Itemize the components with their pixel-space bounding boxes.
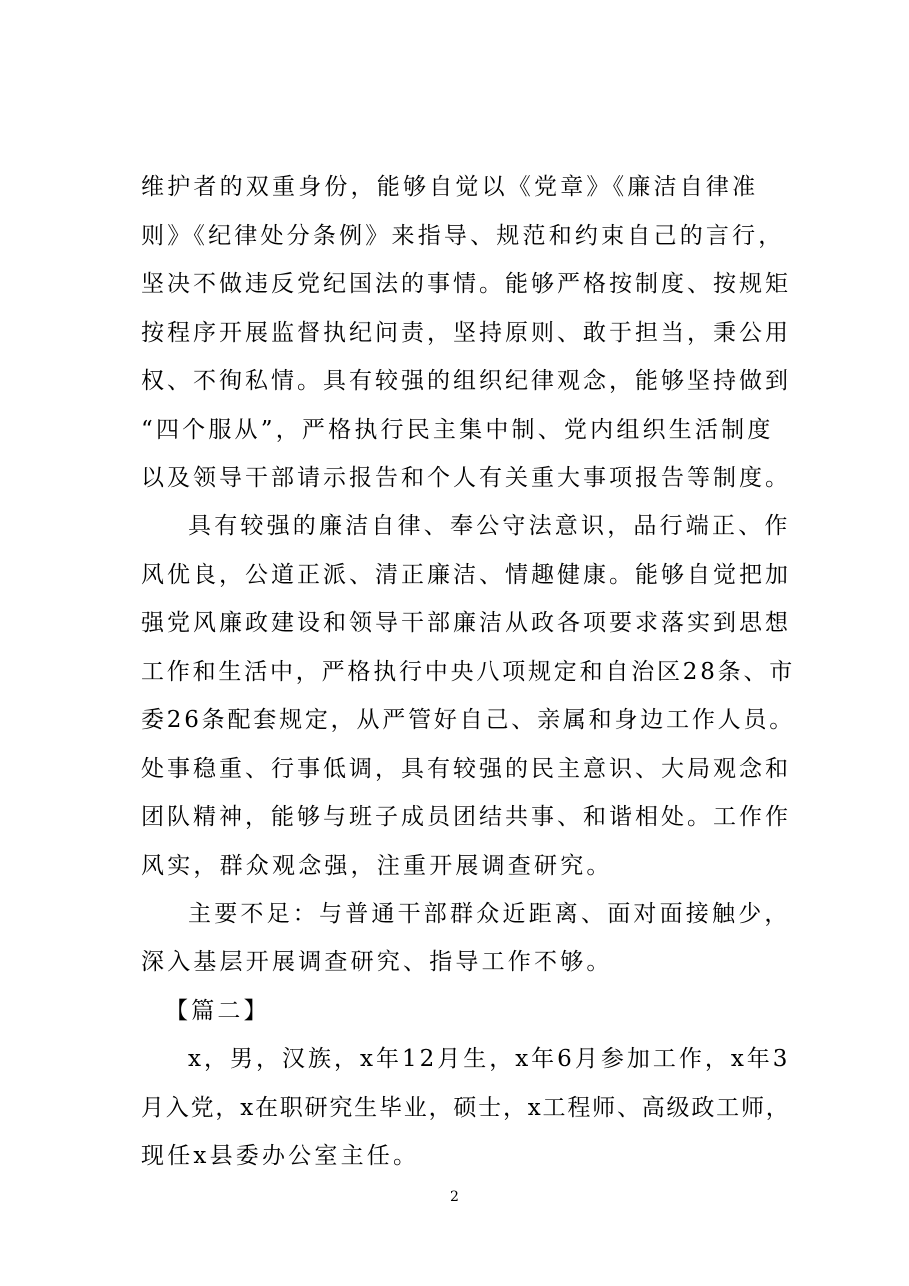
text-line: 深入基层开展调查研究、指导工作不够。 [141, 949, 613, 975]
text-line: “四个服从”，严格执行民主集中制、党内组织生活制度 [141, 417, 774, 443]
text-line: 维护者的双重身份，能够自觉以《党章》《廉洁自律准 [141, 174, 759, 200]
text-line: 工作和生活中，严格执行中央八项规定和自治区28条、市 [141, 659, 796, 685]
paragraph-first-line: 主要不足：与普通干部群众近距离、面对面接触少， [188, 901, 791, 927]
text-line: 强党风廉政建设和领导干部廉洁从政各项要求落实到思想 [141, 610, 791, 636]
page-number: 2 [450, 1189, 459, 1205]
text-line: 风实，群众观念强，注重开展调查研究。 [141, 853, 613, 879]
text-line: 权、不徇私情。具有较强的组织纪律观念，能够坚持做到 [141, 368, 791, 394]
section-heading: 【篇二】 [165, 998, 270, 1024]
text-line: 委26条配套规定，从严管好自己、亲属和身边工作人员。 [141, 707, 796, 733]
paragraph-first-line: x，男，汉族，x年12月生，x年6月参加工作，x年3 [188, 1046, 791, 1072]
text-line: 风优良，公道正派、清正廉洁、情趣健康。能够自觉把加 [141, 562, 791, 588]
text-line: 以及领导干部请示报告和个人有关重大事项报告等制度。 [141, 465, 791, 491]
text-line: 坚决不做违反党纪国法的事情。能够严格按制度、按规矩 [141, 271, 791, 297]
text-line: 现任x县委办公室主任。 [141, 1143, 420, 1169]
text-line: 月入党，x在职研究生毕业，硕士，x工程师、高级政工师， [141, 1095, 791, 1121]
text-line: 按程序开展监督执纪问责，坚持原则、敢于担当，秉公用 [141, 320, 791, 346]
text-line: 团队精神，能够与班子成员团结共事、和谐相处。工作作 [141, 804, 791, 830]
text-line: 处事稳重、行事低调，具有较强的民主意识、大局观念和 [141, 756, 791, 782]
text-line: 则》《纪律处分条例》来指导、规范和约束自己的言行， [141, 223, 785, 249]
paragraph-first-line: 具有较强的廉洁自律、奉公守法意识，品行端正、作 [188, 513, 791, 539]
